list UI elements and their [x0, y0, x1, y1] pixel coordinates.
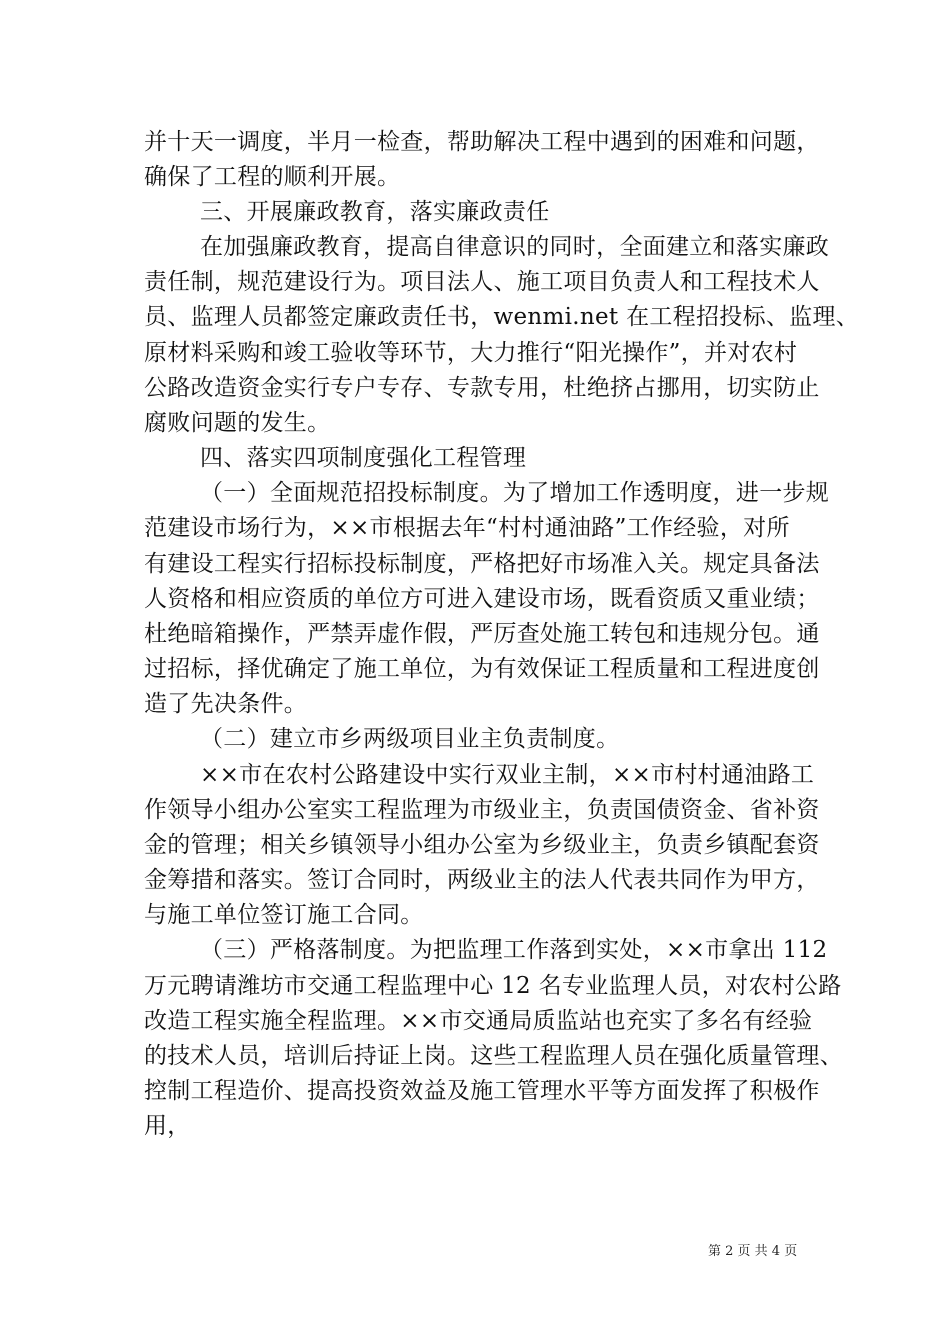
- section-heading-3: 三、开展廉政教育，落实廉政责任: [200, 199, 550, 225]
- text-line: 造了先决条件。: [144, 691, 308, 717]
- text-line: 金的管理；相关乡镇领导小组办公室为乡级业主，负责乡镇配套资: [144, 832, 820, 858]
- text-line: （一）全面规范招投标制度。为了增加工作透明度，进一步规: [200, 480, 830, 506]
- text-line: 的技术人员，培训后持证上岗。这些工程监理人员在强化质量管理、: [144, 1043, 843, 1069]
- text-line: 员、监理人员都签定廉政责任书，wenmi.net 在工程招投标、监理、: [144, 304, 860, 330]
- text-line: 用，: [144, 1113, 191, 1139]
- text-line: 金筹措和落实。签订合同时，两级业主的法人代表共同作为甲方，: [144, 867, 820, 893]
- text-line: 人资格和相应资质的单位方可进入建设市场，既看资质又重业绩；: [144, 586, 820, 612]
- subsection-heading-2: （二）建立市乡两级项目业主负责制度。: [200, 726, 620, 752]
- text-line: 原材料采购和竣工验收等环节，大力推行“阳光操作”，并对农村: [144, 340, 798, 366]
- text-line: 并十天一调度，半月一检查，帮助解决工程中遇到的困难和问题，: [144, 129, 820, 155]
- text-line: 范建设市场行为，××市根据去年“村村通油路”工作经验，对所: [144, 515, 790, 541]
- text-line: 责任制，规范建设行为。项目法人、施工项目负责人和工程技术人: [144, 269, 820, 295]
- text-line: （三）严格落制度。为把监理工作落到实处，××市拿出 112: [200, 937, 828, 963]
- text-line: 确保了工程的顺利开展。: [144, 164, 401, 190]
- text-line: 改造工程实施全程监理。××市交通局质监站也充实了多名有经验: [144, 1008, 813, 1034]
- text-line: ××市在农村公路建设中实行双业主制，××市村村通油路工: [200, 762, 815, 788]
- text-line: 杜绝暗箱操作，严禁弄虚作假，严厉查处施工转包和违规分包。通: [144, 621, 820, 647]
- text-line: 在加强廉政教育，提高自律意识的同时，全面建立和落实廉政: [200, 234, 830, 260]
- text-line: 万元聘请潍坊市交通工程监理中心 12 名专业监理人员，对农村公路: [144, 973, 842, 999]
- text-line: 有建设工程实行招标投标制度，严格把好市场准入关。规定具备法: [144, 551, 820, 577]
- text-line: 控制工程造价、提高投资效益及施工管理水平等方面发挥了积极作: [144, 1078, 820, 1104]
- text-line: 过招标，择优确定了施工单位，为有效保证工程质量和工程进度创: [144, 656, 820, 682]
- text-line: 与施工单位签订施工合同。: [144, 902, 424, 928]
- section-heading-4: 四、落实四项制度强化工程管理: [200, 445, 527, 471]
- text-line: 腐败问题的发生。: [144, 410, 331, 436]
- text-line: 作领导小组办公室实工程监理为市级业主，负责国债资金、省补资: [144, 797, 820, 823]
- page-number-footer: 第 2 页 共 4 页: [708, 1244, 798, 1259]
- text-line: 公路改造资金实行专户专存、专款专用，杜绝挤占挪用，切实防止: [144, 375, 820, 401]
